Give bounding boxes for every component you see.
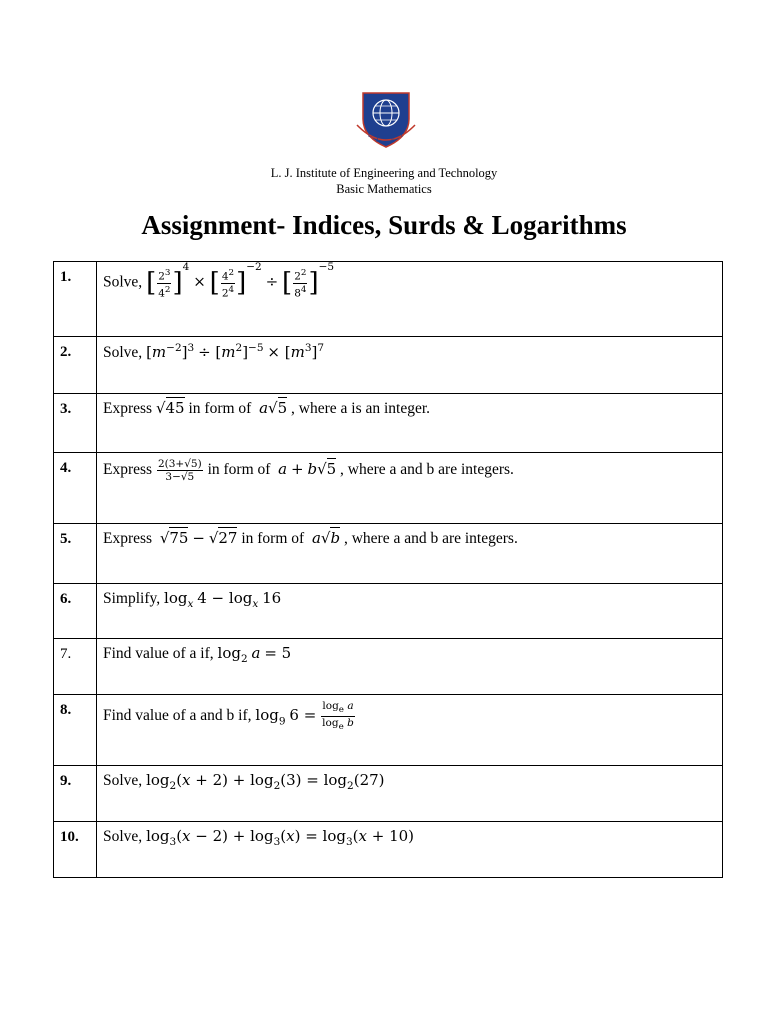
- question-text: Find value of a if, $\log_2 a = 5$: [97, 639, 723, 695]
- question-suffix: , where a and b are integers.: [340, 461, 514, 479]
- question-text: Express √45 in form of a√5 , where a is an integer.: [97, 394, 723, 453]
- question-text: Express √75 − √27 in form of a√b , where a and b are integers.: [97, 524, 723, 584]
- question-suffix: , where a is an integer.: [291, 400, 431, 417]
- question-text: Solve, $\log_3(x - 2) + \log_3(x) = \log_3(x + 10)$: [97, 822, 723, 878]
- question-text: Express $\frac{2(3+√5)}{3-√5}$ in form of a + b√5 , where a and b are integers.: [97, 453, 723, 524]
- institute-name: L. J. Institute of Engineering and Technology: [270, 166, 498, 180]
- question-number: 1.: [54, 262, 97, 337]
- question-prefix: Simplify,: [103, 590, 161, 607]
- question-prefix: Express: [103, 400, 153, 417]
- question-row: [54, 394, 723, 453]
- svg-text:T: T: [400, 133, 404, 139]
- question-number: 6.: [54, 584, 97, 639]
- question-row: [54, 584, 723, 639]
- question-prefix: Express: [103, 530, 153, 547]
- question-mid: in form of: [188, 400, 252, 417]
- question-row: [54, 822, 723, 878]
- questions-table: [53, 261, 723, 878]
- question-row: [54, 639, 723, 695]
- question-number: 7.: [54, 639, 97, 695]
- institute-logo: [351, 85, 421, 151]
- question-number: 5.: [54, 524, 97, 584]
- question-row: [54, 453, 723, 524]
- question-text: Find value of a and b if, $\log_9 6$ = $\frac{\log_e a}{\log_e b}$: [97, 695, 723, 766]
- question-prefix: Express: [103, 461, 153, 479]
- document-header: [0, 165, 768, 197]
- question-row: [54, 766, 723, 822]
- question-number: 2.: [54, 337, 97, 394]
- question-prefix: Find value of a and b if,: [103, 707, 252, 725]
- question-row: [54, 695, 723, 766]
- question-number: 8.: [54, 695, 97, 766]
- assignment-title: Assignment- Indices, Surds & Logarithms: [141, 210, 627, 240]
- question-row: [54, 337, 723, 394]
- question-number: 9.: [54, 766, 97, 822]
- svg-text:L: L: [368, 133, 372, 139]
- question-row: [54, 524, 723, 584]
- question-suffix: , where a and b are integers.: [343, 530, 518, 547]
- question-text: Solve, $\log_2(x + 2) + \log_2(3) = \log_2(27)$: [97, 766, 723, 822]
- svg-text:E: E: [391, 138, 395, 144]
- question-mid: in form of: [241, 530, 305, 547]
- question-row: [54, 262, 723, 337]
- question-prefix: Solve,: [103, 828, 143, 845]
- question-number: 10.: [54, 822, 97, 878]
- question-prefix: Solve,: [103, 273, 143, 291]
- question-mid: in form of: [207, 461, 271, 479]
- question-prefix: Solve,: [103, 344, 143, 362]
- svg-text:I: I: [384, 141, 386, 147]
- question-prefix: Find value of a if,: [103, 645, 214, 662]
- subject-name: Basic Mathematics: [336, 182, 432, 196]
- question-number: 4.: [54, 453, 97, 524]
- svg-text:J: J: [376, 138, 379, 144]
- question-number: 3.: [54, 394, 97, 453]
- question-prefix: Solve,: [103, 772, 143, 789]
- question-text: Solve, [ $\frac{2^3}{4^2}$ ]$^4$ × [ $\frac{4^2}{2^4}$ ]$^{-2}$ ÷ [ $\frac{2^2}{8^4}$ ]$^{-5}$: [97, 262, 723, 337]
- question-text: Solve, $[m^{-2}]^3 \div [m^2]^{-5} \times [m^3]^7$: [97, 337, 723, 394]
- question-text: Simplify, $\log_x 4 - \log_x 16$: [97, 584, 723, 639]
